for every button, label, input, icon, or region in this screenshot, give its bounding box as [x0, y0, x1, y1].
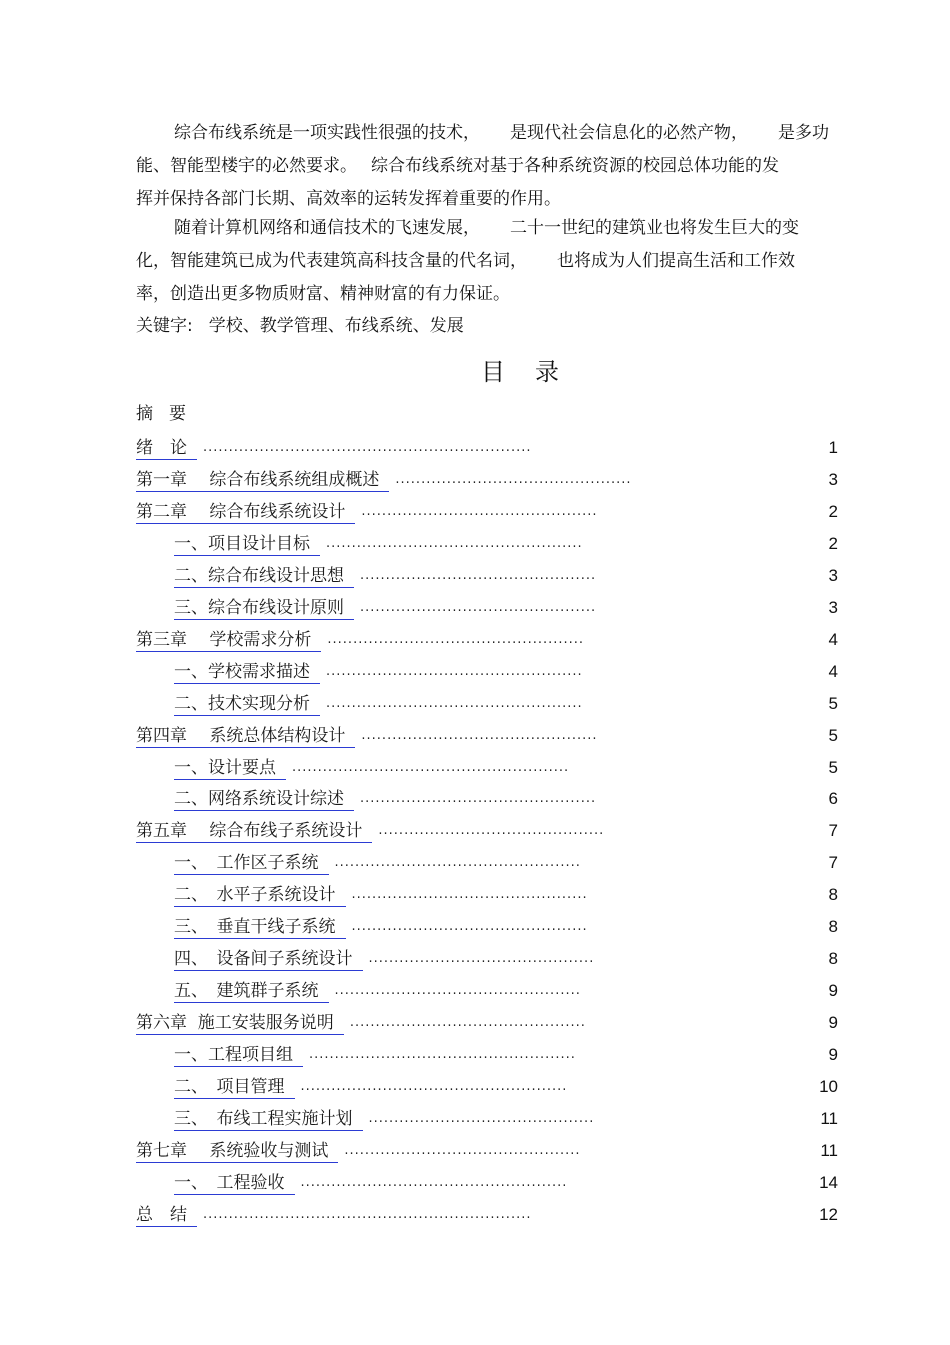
toc-entry-link[interactable]: 绪 论	[136, 437, 197, 460]
toc-leader-dots: ............................................	[368, 951, 595, 967]
toc-entry-link[interactable]: 第四章 系统总体结构设计	[136, 725, 355, 748]
toc-entry-link[interactable]: 二、 项目管理	[174, 1076, 295, 1099]
toc-entry-link[interactable]: 第七章 系统验收与测试	[136, 1140, 338, 1163]
p1-l1c: 是多功	[778, 123, 829, 143]
toc-page-number: 8	[828, 949, 838, 969]
toc-entry[interactable]	[136, 437, 838, 469]
toc-entry[interactable]	[136, 852, 838, 884]
toc-entry[interactable]	[136, 501, 838, 533]
toc-leader-dots: ..............................................	[361, 503, 598, 519]
toc-entry[interactable]	[136, 1044, 838, 1076]
toc-entry[interactable]	[136, 1108, 838, 1140]
intro-paragraph-1	[136, 117, 836, 216]
toc-leader-dots: ....................................................	[309, 1047, 576, 1063]
toc-page-number: 1	[828, 438, 838, 457]
toc-page-number: 10	[819, 1077, 838, 1096]
toc-page-number: 2	[828, 533, 838, 553]
toc-entry[interactable]	[136, 725, 838, 757]
p2-l2a: 化，智能建筑已成为代表建筑高科技含量的代名词，	[136, 251, 527, 271]
toc-page-number: 4	[828, 629, 838, 649]
toc-page-number: 5	[828, 725, 838, 745]
toc-leader-dots: ..................................................	[326, 695, 583, 711]
toc-leader-dots: ..............................................	[395, 471, 632, 487]
toc-entry[interactable]	[136, 788, 838, 820]
p1-l3: 挥并保持各部门长期、高效率的运转发挥着重要的作用。	[136, 189, 561, 209]
toc-leader-dots: ..............................................	[361, 727, 598, 743]
toc-entry-link[interactable]: 五、 建筑群子系统	[174, 980, 329, 1003]
toc-page-number: 12	[819, 1204, 838, 1224]
toc-entry-link[interactable]: 一、 工程验收	[174, 1172, 295, 1195]
toc-page-number: 11	[820, 1108, 838, 1128]
toc-leader-dots: ..............................................	[351, 887, 588, 903]
toc-page-number: 5	[828, 757, 838, 777]
toc-entry-link[interactable]: 二、综合布线设计思想	[174, 565, 354, 588]
toc-entry[interactable]	[136, 1172, 838, 1204]
toc-leader-dots: ............................................	[378, 823, 605, 839]
toc-entry[interactable]	[136, 757, 838, 789]
keywords-label: 关键字:	[136, 316, 193, 336]
toc-entry[interactable]	[136, 948, 838, 980]
toc-entry[interactable]	[136, 916, 838, 948]
toc-entry-link[interactable]: 三、综合布线设计原则	[174, 597, 354, 620]
toc-entry-link[interactable]: 一、学校需求描述	[174, 661, 320, 684]
toc-leader-dots: ..................................................	[327, 631, 585, 647]
p1-l2b: 综合布线系统对基于各种系统资源的校园总体功能的发	[371, 156, 779, 176]
intro-paragraph-2	[136, 212, 836, 311]
p1-l2a: 能、智能型楼宇的必然要求。	[136, 156, 357, 176]
toc-entry-link[interactable]: 第五章 综合布线子系统设计	[136, 820, 372, 843]
toc-entry[interactable]	[136, 693, 838, 725]
toc-page-number: 5	[828, 693, 838, 713]
toc-leader-dots: ..............................................	[349, 1015, 586, 1031]
p2-l1a: 随着计算机网络和通信技术的飞速发展，	[174, 218, 480, 238]
toc-page-number: 9	[828, 1045, 838, 1065]
toc-entry-link[interactable]: 第二章 综合布线系统设计	[136, 501, 355, 524]
toc-leader-dots: ................................................................	[203, 440, 532, 455]
toc-page-number: 7	[828, 853, 838, 873]
toc-entry-link[interactable]: 一、 工作区子系统	[174, 852, 329, 875]
toc-entry-link[interactable]: 第六章 施工安装服务说明	[136, 1012, 344, 1035]
p1-l1b: 是现代社会信息化的必然产物，	[510, 123, 748, 143]
toc-entry-link[interactable]: 二、网络系统设计综述	[174, 788, 354, 811]
toc-entry[interactable]	[136, 629, 838, 661]
toc-leader-dots: ......................................................	[292, 759, 570, 775]
toc-leader-dots: ..............................................	[351, 919, 588, 935]
toc-leader-dots: ................................................	[334, 855, 581, 871]
toc-entry[interactable]	[136, 1140, 838, 1172]
toc-entry-link[interactable]: 一、工程项目组	[174, 1044, 303, 1067]
toc-leader-dots: ..............................................	[360, 567, 597, 583]
keywords-line	[136, 310, 464, 343]
toc-page-number: 11	[820, 1140, 838, 1160]
toc-entry[interactable]	[136, 533, 838, 565]
toc-page-number: 8	[828, 885, 838, 905]
toc-entry[interactable]	[136, 884, 838, 916]
toc-leader-dots: ............................................	[368, 1110, 595, 1126]
p2-l2b: 也将成为人们提高生活和工作效	[557, 251, 795, 271]
toc-page-number: 9	[828, 981, 838, 1001]
p1-l1a: 综合布线系统是一项实践性很强的技术，	[174, 123, 480, 143]
toc-entry-link[interactable]: 总 结	[136, 1204, 197, 1227]
toc-leader-dots: ..................................................	[326, 535, 583, 551]
toc-page-number: 3	[828, 469, 838, 489]
toc-entry-link[interactable]: 第三章 学校需求分析	[136, 629, 321, 652]
toc-leader-dots: ..................................................	[326, 663, 583, 679]
toc-abstract: 摘要	[136, 404, 202, 424]
toc-entry-link[interactable]: 二、 水平子系统设计	[174, 884, 346, 907]
toc-page-number: 9	[828, 1013, 838, 1033]
toc-entry-link[interactable]: 三、 布线工程实施计划	[174, 1108, 363, 1131]
toc-page-number: 3	[828, 565, 838, 585]
toc-entry-link[interactable]: 四、 设备间子系统设计	[174, 948, 363, 971]
toc-entry-link[interactable]: 一、项目设计目标	[174, 533, 320, 556]
toc-leader-dots: ..............................................	[360, 791, 597, 807]
toc-entry[interactable]	[136, 597, 838, 629]
toc-entry[interactable]	[136, 1204, 838, 1236]
p2-l1b: 二十一世纪的建筑业也将发生巨大的变	[510, 218, 799, 238]
toc-leader-dots: ....................................................	[300, 1174, 568, 1190]
toc-leader-dots: ................................................................	[203, 1206, 532, 1222]
toc-leader-dots: ................................................	[334, 983, 581, 999]
toc-title: 目录	[481, 358, 589, 386]
toc-page-number: 7	[828, 821, 838, 841]
toc-entry[interactable]	[136, 661, 838, 693]
toc-leader-dots: ....................................................	[300, 1079, 568, 1094]
toc-page-number: 2	[828, 501, 838, 521]
toc-leader-dots: ..............................................	[344, 1142, 581, 1158]
toc-leader-dots: ..............................................	[360, 599, 597, 615]
toc-page-number: 14	[819, 1172, 838, 1192]
toc-entry[interactable]	[136, 980, 838, 1012]
toc-entry-link[interactable]: 三、 垂直干线子系统	[174, 916, 346, 939]
toc-page-number: 8	[828, 917, 838, 937]
toc-entry[interactable]	[136, 565, 838, 597]
toc-page-number: 4	[828, 661, 838, 681]
toc-entry[interactable]	[136, 1076, 838, 1108]
toc-entry-link[interactable]: 二、技术实现分析	[174, 693, 320, 716]
toc-page-number: 6	[828, 789, 838, 809]
toc-entry[interactable]	[136, 820, 838, 852]
keywords-value: 学校、教学管理、布线系统、发展	[208, 316, 464, 336]
toc-entry[interactable]	[136, 469, 838, 501]
toc-page-number: 3	[828, 597, 838, 617]
toc-entry[interactable]	[136, 1012, 838, 1044]
toc-entry-link[interactable]: 一、设计要点	[174, 757, 286, 780]
toc-entry-link[interactable]: 第一章 综合布线系统组成概述	[136, 469, 389, 492]
p2-l3: 率，创造出更多物质财富、精神财富的有力保证。	[136, 284, 510, 304]
